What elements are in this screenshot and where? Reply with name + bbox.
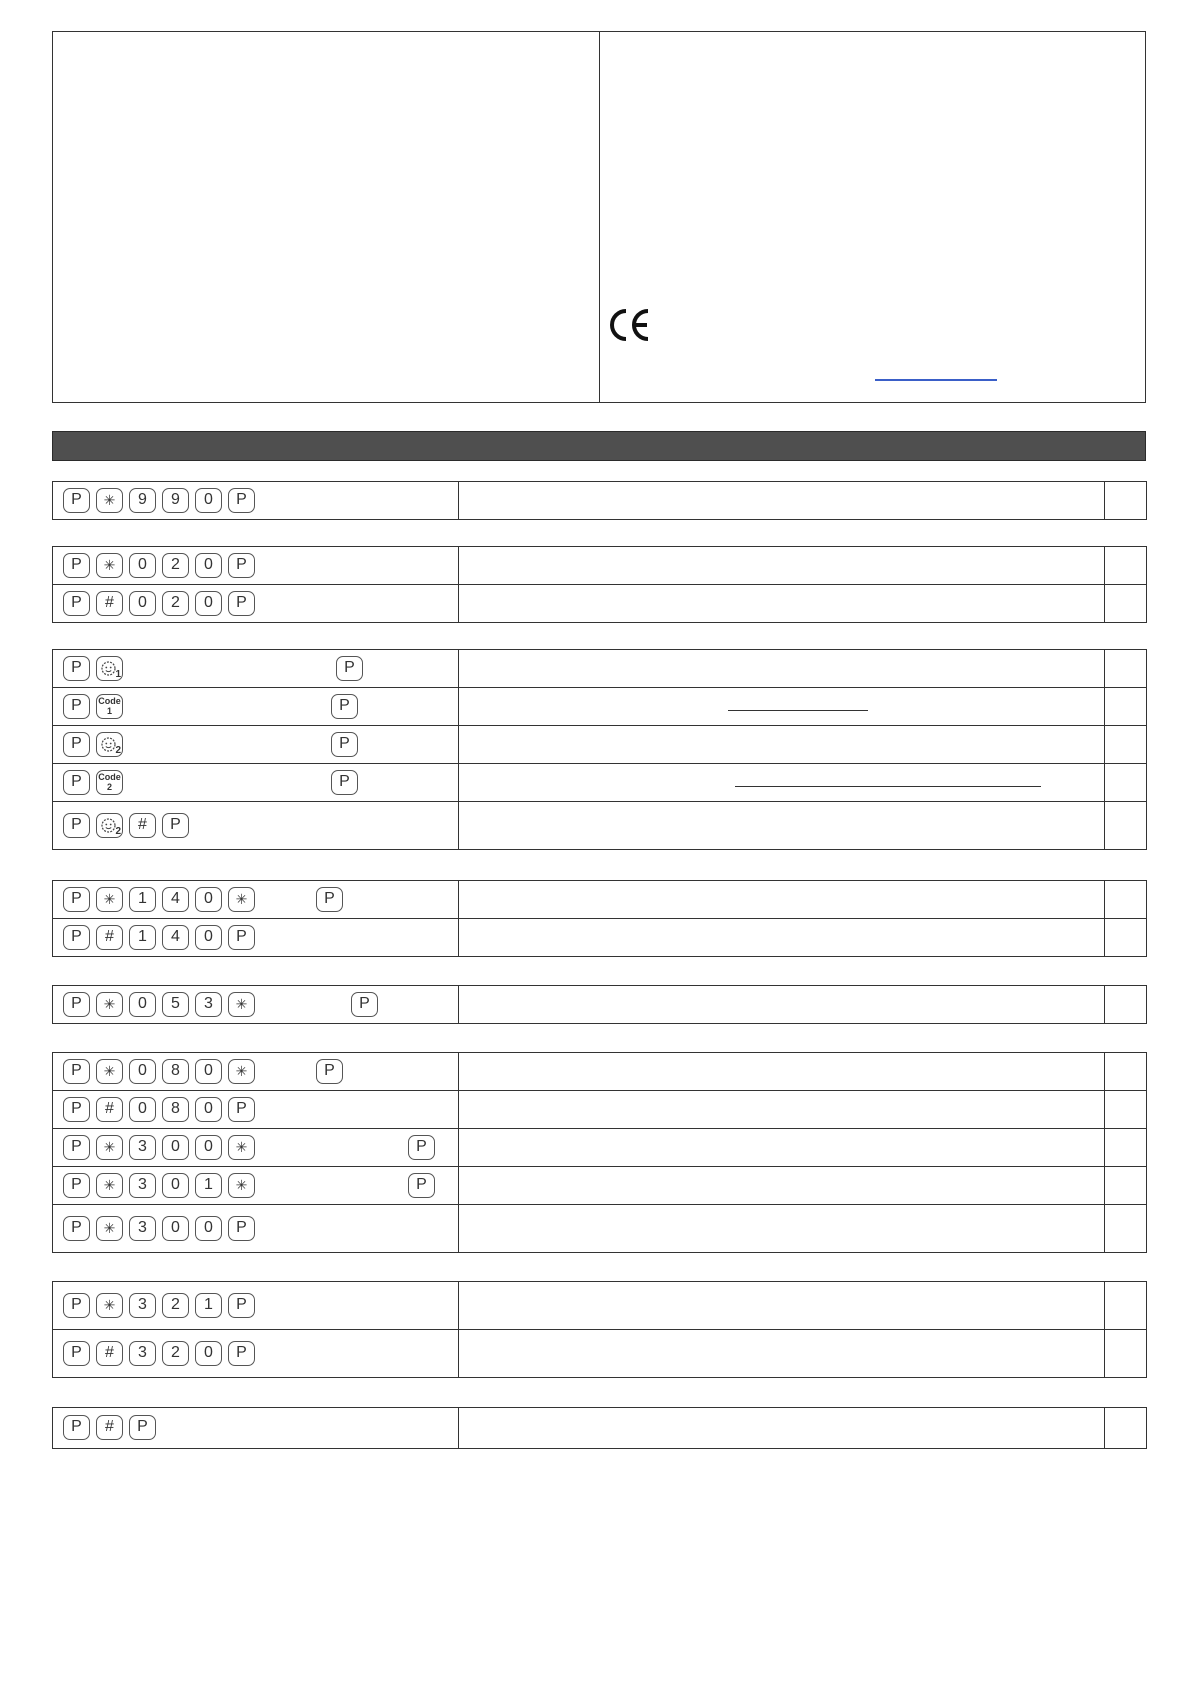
command-row <box>53 764 1147 802</box>
hash-key: # <box>96 1341 123 1366</box>
description-cell <box>459 764 1105 802</box>
top-info-box <box>52 31 1146 403</box>
asterisk-key: ✳ <box>96 1135 123 1160</box>
asterisk-key: ✳ <box>228 1059 255 1084</box>
page-ref-cell <box>1105 688 1147 726</box>
end-p-key: P <box>408 1135 435 1160</box>
command-row <box>53 726 1147 764</box>
hash-key: # <box>96 925 123 950</box>
description-cell <box>459 650 1105 688</box>
command-row <box>53 986 1147 1024</box>
digit-key: 0 <box>195 1059 222 1084</box>
description-cell <box>459 1091 1105 1129</box>
key-sequence <box>63 1097 453 1123</box>
page-ref-cell <box>1105 802 1147 850</box>
digit-key: 3 <box>129 1341 156 1366</box>
p-key: P <box>63 925 90 950</box>
description-cell <box>459 1205 1105 1253</box>
digit-key: 0 <box>195 1216 222 1241</box>
command-row <box>53 1167 1147 1205</box>
description-cell <box>459 688 1105 726</box>
digit-key: 4 <box>162 887 189 912</box>
key-sequence-cell <box>53 764 459 802</box>
underlined-text-line <box>735 786 1041 787</box>
key-sequence <box>63 1293 453 1319</box>
page-ref-cell <box>1105 547 1147 585</box>
page-ref-cell <box>1105 1091 1147 1129</box>
key-sequence <box>63 770 453 796</box>
code-key-icon: Code 2 <box>96 770 123 795</box>
p-key: P <box>228 1216 255 1241</box>
website-link-underline[interactable] <box>875 379 997 381</box>
digit-key: 0 <box>195 1097 222 1122</box>
key-sequence <box>63 925 453 951</box>
page-ref-cell <box>1105 726 1147 764</box>
key-sequence <box>63 591 453 617</box>
description-cell <box>459 1053 1105 1091</box>
page-ref-cell <box>1105 650 1147 688</box>
page-ref-cell <box>1105 1053 1147 1091</box>
command-row <box>53 1129 1147 1167</box>
digit-key: 8 <box>162 1059 189 1084</box>
user-face-icon: 1 <box>96 656 123 681</box>
key-sequence <box>63 732 453 758</box>
p-key: P <box>162 813 189 838</box>
asterisk-key: ✳ <box>96 1173 123 1198</box>
digit-key: 0 <box>129 992 156 1017</box>
asterisk-key: ✳ <box>96 887 123 912</box>
key-sequence-cell <box>53 1167 459 1205</box>
digit-key: 2 <box>162 1341 189 1366</box>
command-row <box>53 881 1147 919</box>
end-p-key: P <box>331 694 358 719</box>
p-key: P <box>228 1341 255 1366</box>
end-p-key: P <box>316 887 343 912</box>
page-ref-cell <box>1105 1167 1147 1205</box>
description-cell <box>459 547 1105 585</box>
p-key: P <box>228 591 255 616</box>
key-sequence <box>63 992 453 1018</box>
command-table-1 <box>52 481 1147 520</box>
ce-mark-icon <box>607 305 653 345</box>
p-key: P <box>63 1135 90 1160</box>
key-sequence-cell <box>53 688 459 726</box>
key-sequence-cell <box>53 547 459 585</box>
page-ref-cell <box>1105 881 1147 919</box>
p-key: P <box>63 656 90 681</box>
digit-key: 8 <box>162 1097 189 1122</box>
p-key: P <box>63 1216 90 1241</box>
description-cell <box>459 881 1105 919</box>
digit-key: 2 <box>162 1293 189 1318</box>
p-key: P <box>63 1415 90 1440</box>
digit-key: 9 <box>129 488 156 513</box>
page-ref-cell <box>1105 764 1147 802</box>
asterisk-key: ✳ <box>228 887 255 912</box>
key-sequence-cell <box>53 585 459 623</box>
digit-key: 1 <box>195 1293 222 1318</box>
end-p-key: P <box>336 656 363 681</box>
digit-key: 3 <box>195 992 222 1017</box>
key-sequence <box>63 1216 453 1242</box>
p-key: P <box>63 813 90 838</box>
page-ref-cell <box>1105 1408 1147 1449</box>
digit-key: 0 <box>162 1135 189 1160</box>
end-p-key: P <box>408 1173 435 1198</box>
asterisk-key: ✳ <box>96 553 123 578</box>
description-cell <box>459 1167 1105 1205</box>
digit-key: 2 <box>162 591 189 616</box>
p-key: P <box>63 732 90 757</box>
digit-key: 0 <box>195 488 222 513</box>
page-ref-cell <box>1105 1330 1147 1378</box>
digit-key: 0 <box>129 553 156 578</box>
digit-key: 0 <box>129 1059 156 1084</box>
command-table-2 <box>52 546 1147 623</box>
digit-key: 1 <box>195 1173 222 1198</box>
digit-key: 0 <box>129 1097 156 1122</box>
command-row <box>53 919 1147 957</box>
key-sequence-cell <box>53 1330 459 1378</box>
key-sequence-cell <box>53 482 459 520</box>
command-row <box>53 650 1147 688</box>
description-cell <box>459 726 1105 764</box>
hash-key: # <box>96 1097 123 1122</box>
command-row <box>53 802 1147 850</box>
digit-key: 5 <box>162 992 189 1017</box>
command-row <box>53 585 1147 623</box>
asterisk-key: ✳ <box>96 1293 123 1318</box>
command-row <box>53 547 1147 585</box>
p-key: P <box>63 553 90 578</box>
digit-key: 2 <box>162 553 189 578</box>
key-sequence-cell <box>53 1053 459 1091</box>
key-sequence-cell <box>53 1129 459 1167</box>
digit-key: 0 <box>195 1135 222 1160</box>
page-ref-cell <box>1105 585 1147 623</box>
command-row <box>53 1205 1147 1253</box>
command-row <box>53 1053 1147 1091</box>
key-sequence <box>63 488 453 514</box>
key-sequence <box>63 656 453 682</box>
asterisk-key: ✳ <box>96 1216 123 1241</box>
page-ref-cell <box>1105 919 1147 957</box>
hash-key: # <box>129 813 156 838</box>
page-ref-cell <box>1105 1129 1147 1167</box>
command-row <box>53 1091 1147 1129</box>
digit-key: 0 <box>195 925 222 950</box>
underlined-text-line <box>728 710 868 711</box>
digit-key: 0 <box>195 1341 222 1366</box>
key-sequence <box>63 813 453 839</box>
p-key: P <box>129 1415 156 1440</box>
key-sequence-cell <box>53 726 459 764</box>
key-sequence-cell <box>53 650 459 688</box>
p-key: P <box>63 1293 90 1318</box>
page-ref-cell <box>1105 1282 1147 1330</box>
digit-key: 0 <box>129 591 156 616</box>
digit-key: 1 <box>129 887 156 912</box>
key-sequence <box>63 1059 453 1085</box>
description-cell <box>459 585 1105 623</box>
command-table-7 <box>52 1281 1147 1378</box>
command-row <box>53 1408 1147 1449</box>
p-key: P <box>228 1293 255 1318</box>
digit-key: 3 <box>129 1135 156 1160</box>
p-key: P <box>63 887 90 912</box>
key-sequence <box>63 1173 453 1199</box>
command-table-6 <box>52 1052 1147 1253</box>
key-sequence <box>63 1415 453 1441</box>
p-key: P <box>63 488 90 513</box>
key-sequence-cell <box>53 1408 459 1449</box>
description-cell <box>459 1129 1105 1167</box>
command-row <box>53 1282 1147 1330</box>
digit-key: 0 <box>195 591 222 616</box>
digit-key: 0 <box>162 1173 189 1198</box>
command-row <box>53 1330 1147 1378</box>
key-sequence-cell <box>53 1282 459 1330</box>
user-face-icon: 2 <box>96 732 123 757</box>
user-face-icon: 2 <box>96 813 123 838</box>
p-key: P <box>63 591 90 616</box>
description-cell <box>459 986 1105 1024</box>
command-table-5 <box>52 985 1147 1024</box>
asterisk-key: ✳ <box>96 992 123 1017</box>
command-row <box>53 482 1147 520</box>
digit-key: 0 <box>195 553 222 578</box>
digit-key: 9 <box>162 488 189 513</box>
p-key: P <box>63 694 90 719</box>
page-ref-cell <box>1105 1205 1147 1253</box>
hash-key: # <box>96 591 123 616</box>
key-sequence <box>63 887 453 913</box>
p-key: P <box>228 488 255 513</box>
top-box-divider <box>599 32 600 402</box>
hash-key: # <box>96 1415 123 1440</box>
digit-key: 0 <box>162 1216 189 1241</box>
key-sequence-cell <box>53 802 459 850</box>
key-sequence-cell <box>53 986 459 1024</box>
digit-key: 1 <box>129 925 156 950</box>
command-row <box>53 688 1147 726</box>
end-p-key: P <box>331 770 358 795</box>
description-cell <box>459 1282 1105 1330</box>
p-key: P <box>63 1059 90 1084</box>
p-key: P <box>63 770 90 795</box>
digit-key: 0 <box>195 887 222 912</box>
end-p-key: P <box>331 732 358 757</box>
key-sequence-cell <box>53 881 459 919</box>
description-cell <box>459 1330 1105 1378</box>
p-key: P <box>228 925 255 950</box>
asterisk-key: ✳ <box>228 992 255 1017</box>
command-table-3 <box>52 649 1147 850</box>
p-key: P <box>63 1341 90 1366</box>
page-ref-cell <box>1105 482 1147 520</box>
digit-key: 3 <box>129 1293 156 1318</box>
p-key: P <box>63 1173 90 1198</box>
description-cell <box>459 482 1105 520</box>
p-key: P <box>228 553 255 578</box>
command-table-4 <box>52 880 1147 957</box>
description-cell <box>459 802 1105 850</box>
section-header-bar <box>52 431 1146 461</box>
asterisk-key: ✳ <box>96 488 123 513</box>
p-key: P <box>228 1097 255 1122</box>
key-sequence-cell <box>53 1205 459 1253</box>
key-sequence-cell <box>53 919 459 957</box>
asterisk-key: ✳ <box>96 1059 123 1084</box>
digit-key: 4 <box>162 925 189 950</box>
key-sequence <box>63 553 453 579</box>
end-p-key: P <box>316 1059 343 1084</box>
digit-key: 3 <box>129 1173 156 1198</box>
page-ref-cell <box>1105 986 1147 1024</box>
key-sequence-cell <box>53 1091 459 1129</box>
end-p-key: P <box>351 992 378 1017</box>
asterisk-key: ✳ <box>228 1173 255 1198</box>
key-sequence <box>63 694 453 720</box>
description-cell <box>459 919 1105 957</box>
command-table-8 <box>52 1407 1147 1449</box>
code-key-icon: Code 1 <box>96 694 123 719</box>
key-sequence <box>63 1135 453 1161</box>
key-sequence <box>63 1341 453 1367</box>
description-cell <box>459 1408 1105 1449</box>
p-key: P <box>63 1097 90 1122</box>
digit-key: 3 <box>129 1216 156 1241</box>
p-key: P <box>63 992 90 1017</box>
asterisk-key: ✳ <box>228 1135 255 1160</box>
